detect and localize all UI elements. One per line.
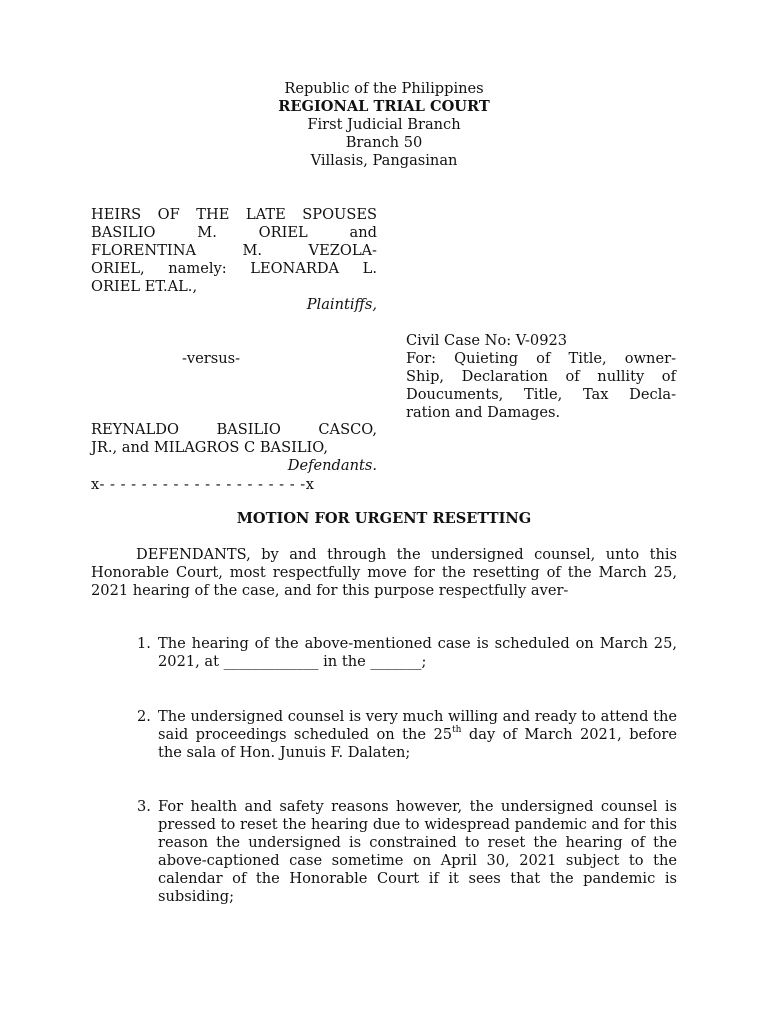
- case-nature-line: Doucuments, Title, Tax Decla-: [406, 386, 676, 403]
- case-nature-line: Ship, Declaration of nullity of: [406, 368, 676, 385]
- item-text: The undersigned counsel is very much willing and ready to attend the said proceedings scheduled on the 25: [158, 708, 677, 743]
- defendants-block: [91, 421, 377, 475]
- plaintiffs-line: BASILIO M. ORIEL and: [91, 224, 377, 241]
- plaintiffs-block: [91, 206, 377, 314]
- item-number: 2.: [137, 708, 151, 725]
- ordinal-suffix: th: [452, 725, 462, 736]
- item-number: 1.: [137, 635, 151, 652]
- versus-label: -versus-: [182, 350, 241, 367]
- defendants-line: JR., and MILAGROS C BASILIO,: [91, 439, 329, 456]
- branch-description: First Judicial Branch: [307, 116, 461, 133]
- case-info: [406, 332, 676, 422]
- numbered-item: [137, 635, 677, 671]
- plaintiffs-line: ORIEL, namely: LEONARDA L.: [91, 260, 377, 277]
- motion-title: MOTION FOR URGENT RESETTING: [236, 510, 532, 527]
- defendants-line: REYNALDO BASILIO CASCO,: [91, 421, 377, 438]
- court-name: REGIONAL TRIAL COURT: [278, 98, 490, 115]
- defendants-role: Defendants.: [287, 457, 377, 474]
- republic-line: Republic of the Philippines: [284, 80, 484, 97]
- plaintiffs-line: FLORENTINA M. VEZOLA-: [91, 242, 377, 259]
- plaintiffs-line: HEIRS OF THE LATE SPOUSES: [91, 206, 377, 223]
- branch-number: Branch 50: [345, 134, 423, 151]
- item-text: The hearing of the above-mentioned case is scheduled on March 25, 2021, at _____________ in the _______;: [158, 635, 677, 670]
- intro-text: DEFENDANTS, by and through the undersigned counsel, unto this Honorable Court, most respectfully move for the resetting of the March 25, 2021 hearing of the case, and for this purpose respectfully aver-: [91, 546, 677, 599]
- numbered-item: [137, 798, 677, 906]
- court-header: [0, 80, 768, 170]
- item-number: 3.: [137, 798, 151, 815]
- caption-separator: x- - - - - - - - - - - - - - - - - - - -x: [91, 476, 315, 493]
- numbered-item: [137, 708, 677, 762]
- case-number: Civil Case No: V-0923: [406, 332, 568, 349]
- item-text: For health and safety reasons however, the undersigned counsel is pressed to reset the hearing due to widespread pandemic and for this reason the undersigned is constrained to reset the hearing of the above-captioned case sometime on April 30, 2021 subject to the calendar of the Honorable Court if it sees that the pandemic is subsiding;: [158, 798, 677, 905]
- court-location: Villasis, Pangasinan: [310, 152, 458, 169]
- case-nature-line: ration and Damages.: [406, 404, 561, 421]
- plaintiffs-line: ORIEL ET.AL.,: [91, 278, 198, 295]
- plaintiffs-role: Plaintiffs,: [306, 296, 377, 313]
- intro-paragraph: [91, 546, 677, 600]
- case-nature-line: For: Quieting of Title, owner-: [406, 350, 676, 367]
- item-text-continued: day of March 2021, before the sala of Hon. Junuis F. Dalaten;: [158, 726, 677, 761]
